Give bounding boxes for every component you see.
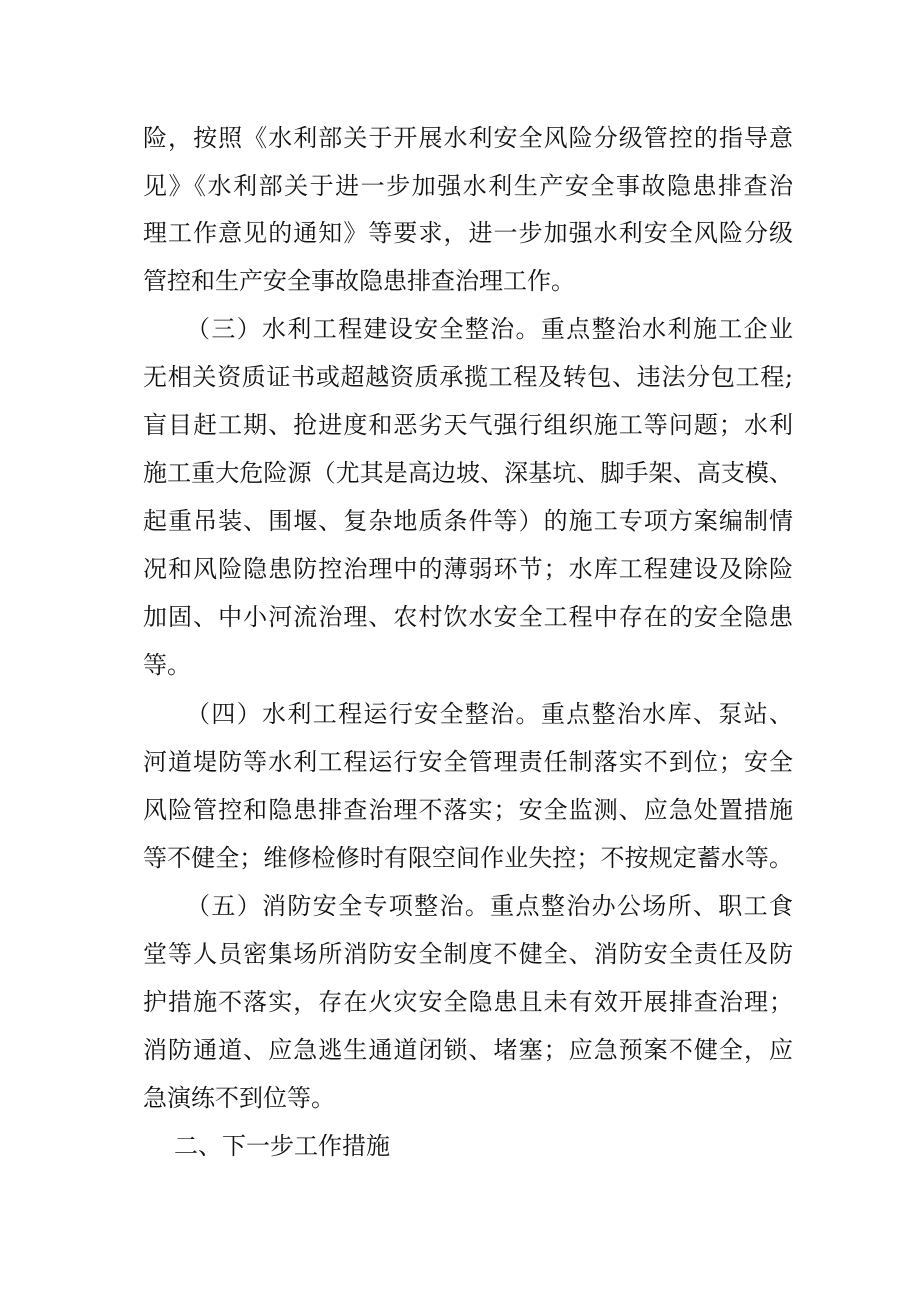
section-heading: 二、下一步工作措施 (174, 1132, 390, 1160)
text-line: 等不健全；维修检修时有限空间作业失控；不按规定蓄水等。 (143, 844, 793, 872)
text-line: 无相关资质证书或超越资质承揽工程及转包、违法分包工程; (143, 363, 793, 391)
text-line: 护措施不落实，存在火灾安全隐患且未有效开展排查治理； (143, 988, 793, 1016)
text-line: 消防通道、应急逃生通道闭锁、堵塞；应急预案不健全，应 (143, 1036, 793, 1064)
paragraph-heading-line: （四）水利工程运行安全整治。重点整治水库、泵站、 (186, 700, 793, 728)
text-line: 堂等人员密集场所消防安全制度不健全、消防安全责任及防 (143, 940, 793, 968)
text-line: 况和风险隐患防控治理中的薄弱环节；水库工程建设及除险 (143, 555, 793, 583)
text-line: 加固、中小河流治理、农村饮水安全工程中存在的安全隐患 (143, 603, 793, 631)
text-line: 河道堤防等水利工程运行安全管理责任制落实不到位；安全 (143, 748, 793, 776)
text-line: 施工重大危险源（尤其是高边坡、深基坑、脚手架、高支模、 (143, 459, 793, 487)
text-line: 起重吊装、围堰、复杂地质条件等）的施工专项方案编制情 (143, 507, 793, 535)
paragraph-heading-line: （五）消防安全专项整治。重点整治办公场所、职工食 (186, 892, 793, 920)
text-line: 等。 (143, 651, 191, 679)
text-line: 风险管控和隐患排查治理不落实；安全监测、应急处置措施 (143, 796, 793, 824)
text-line: 管控和生产安全事故隐患排查治理工作。 (143, 267, 575, 295)
text-line: 理工作意见的通知》等要求，进一步加强水利安全风险分级 (143, 219, 793, 247)
text-line: 急演练不到位等。 (143, 1084, 335, 1112)
text-line: 盲目赶工期、抢进度和恶劣天气强行组织施工等问题；水利 (143, 411, 793, 439)
paragraph-heading-line: （三）水利工程建设安全整治。重点整治水利施工企业 (186, 315, 793, 343)
text-line: 见》《水利部关于进一步加强水利生产安全事故隐患排查治 (143, 172, 793, 200)
text-line: 险，按照《水利部关于开展水利安全风险分级管控的指导意 (143, 124, 793, 152)
